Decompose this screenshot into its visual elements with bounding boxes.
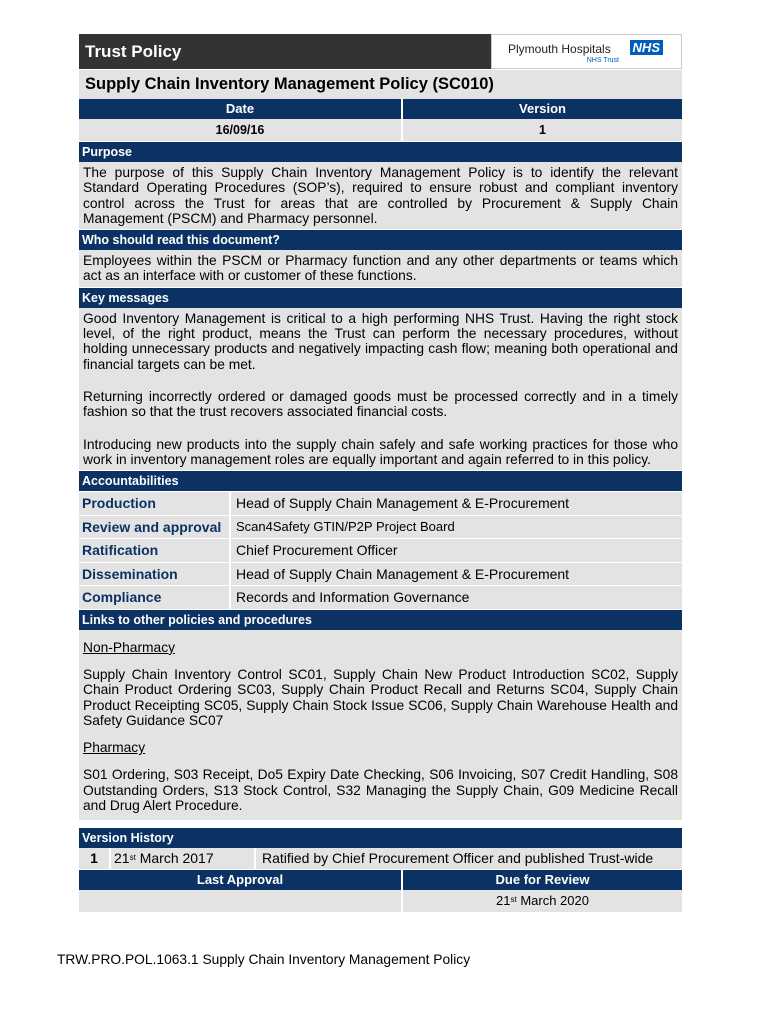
- due-review-header: Due for Review: [403, 870, 682, 890]
- accountability-label: Dissemination: [79, 563, 231, 586]
- document-footer: TRW.PRO.POL.1063.1 Supply Chain Inventory Management Policy: [57, 952, 471, 967]
- key-message-3: Introducing new products into the supply chain safely and safe working practices for those who work in inventory management roles are equally important and again referred to in this policy.: [83, 436, 678, 467]
- accountability-label: Ratification: [79, 539, 231, 562]
- accountability-label: Review and approval: [79, 516, 231, 539]
- accountabilities-heading: Accountabilities: [79, 471, 682, 491]
- pharmacy-text: S01 Ordering, S03 Receipt, Do5 Expiry Date Checking, S06 Invoicing, S07 Credit Handling, S08 Outstanding Orders, S13 Stock Control, S32 Managing the Supply Chain, G09 Medicine Recall and Drug Alert Procedure.: [83, 767, 678, 814]
- version-number: 1: [79, 848, 111, 869]
- accountability-value: Head of Supply Chain Management & E-Procurement: [236, 495, 570, 512]
- who-body: [79, 250, 682, 287]
- who-heading: Who should read this document?: [79, 230, 682, 250]
- logo-org-name: Plymouth Hospitals: [508, 42, 611, 56]
- logo-subtitle: NHS Trust: [586, 57, 619, 64]
- purpose-text: The purpose of this Supply Chain Inventory Management Policy is to identify the relevant Standard Operating Procedures (SOP’s), required to ensure robust and compliant inventory control across the Trust for areas that are controlled by Procurement & Supply Chain Management (PSCM) and Pharmacy personnel.: [83, 165, 678, 226]
- meta-values: [79, 119, 682, 141]
- approval-header: [79, 870, 682, 890]
- key-message-1: Good Inventory Management is critical to a high performing NHS Trust. Having the right stock level, of the right product, means the Trust can perform the necessary procedures, without holding unnecessary products and negatively impacting cash flow; meaning both operational and financial targets can be met.: [83, 310, 678, 372]
- version-value: 1: [403, 119, 682, 141]
- trust-logo: [491, 34, 682, 69]
- key-messages-body: [79, 308, 682, 470]
- policy-document: [79, 34, 682, 912]
- links-heading: Links to other policies and procedures: [79, 610, 682, 630]
- links-body: [79, 630, 682, 821]
- meta-header: [79, 99, 682, 119]
- due-review-value: 21st March 2020: [403, 890, 682, 912]
- header-row: [79, 34, 682, 69]
- table-row: [79, 585, 682, 609]
- last-approval-header: Last Approval: [79, 870, 401, 890]
- accountability-label: Production: [79, 492, 231, 515]
- table-row: [79, 538, 682, 562]
- nhs-badge: NHS: [630, 40, 663, 55]
- accountabilities-table: [79, 491, 682, 609]
- last-approval-value: [79, 890, 401, 912]
- date-value: 16/09/16: [79, 119, 401, 141]
- accountability-value: Scan4Safety GTIN/P2P Project Board: [236, 518, 455, 534]
- key-messages-heading: Key messages: [79, 288, 682, 308]
- key-message-2: Returning incorrectly ordered or damaged goods must be processed correctly and in a timely fashion so that the trust recovers associated financial costs.: [83, 388, 678, 420]
- purpose-heading: Purpose: [79, 142, 682, 162]
- version-description: Ratified by Chief Procurement Officer and published Trust-wide: [262, 850, 654, 867]
- purpose-body: [79, 162, 682, 229]
- accountability-value: Records and Information Governance: [236, 589, 470, 606]
- accountability-value: Chief Procurement Officer: [236, 542, 398, 559]
- version-date: 21st March 2017: [111, 848, 256, 869]
- date-header: Date: [79, 99, 401, 119]
- approval-values: [79, 890, 682, 912]
- who-text: Employees within the PSCM or Pharmacy function and any other departments or teams which act as an interface with or customer of these functions.: [83, 253, 678, 284]
- policy-title: Supply Chain Inventory Management Policy (SC010): [79, 70, 682, 99]
- trust-policy-label: Trust Policy: [79, 34, 491, 69]
- accountability-value: Head of Supply Chain Management & E-Procurement: [236, 565, 570, 582]
- pharmacy-title: Pharmacy: [83, 740, 146, 756]
- version-history-heading: Version History: [79, 828, 682, 848]
- non-pharmacy-title: Non-Pharmacy: [83, 639, 176, 655]
- non-pharmacy-text: Supply Chain Inventory Control SC01, Supply Chain New Product Introduction SC02, Supply Chain Product Ordering SC03, Supply Chain Product Recall and Returns SC04, Supply Chain Product Receipting SC05, Supply Chain Stock Issue SC06, Supply Chain Warehouse Health and Safety Guidance SC07: [83, 666, 678, 728]
- table-row: [79, 848, 682, 869]
- table-row: [79, 491, 682, 515]
- version-header: Version: [403, 99, 682, 119]
- table-row: [79, 562, 682, 586]
- table-row: [79, 515, 682, 539]
- accountability-label: Compliance: [79, 586, 231, 609]
